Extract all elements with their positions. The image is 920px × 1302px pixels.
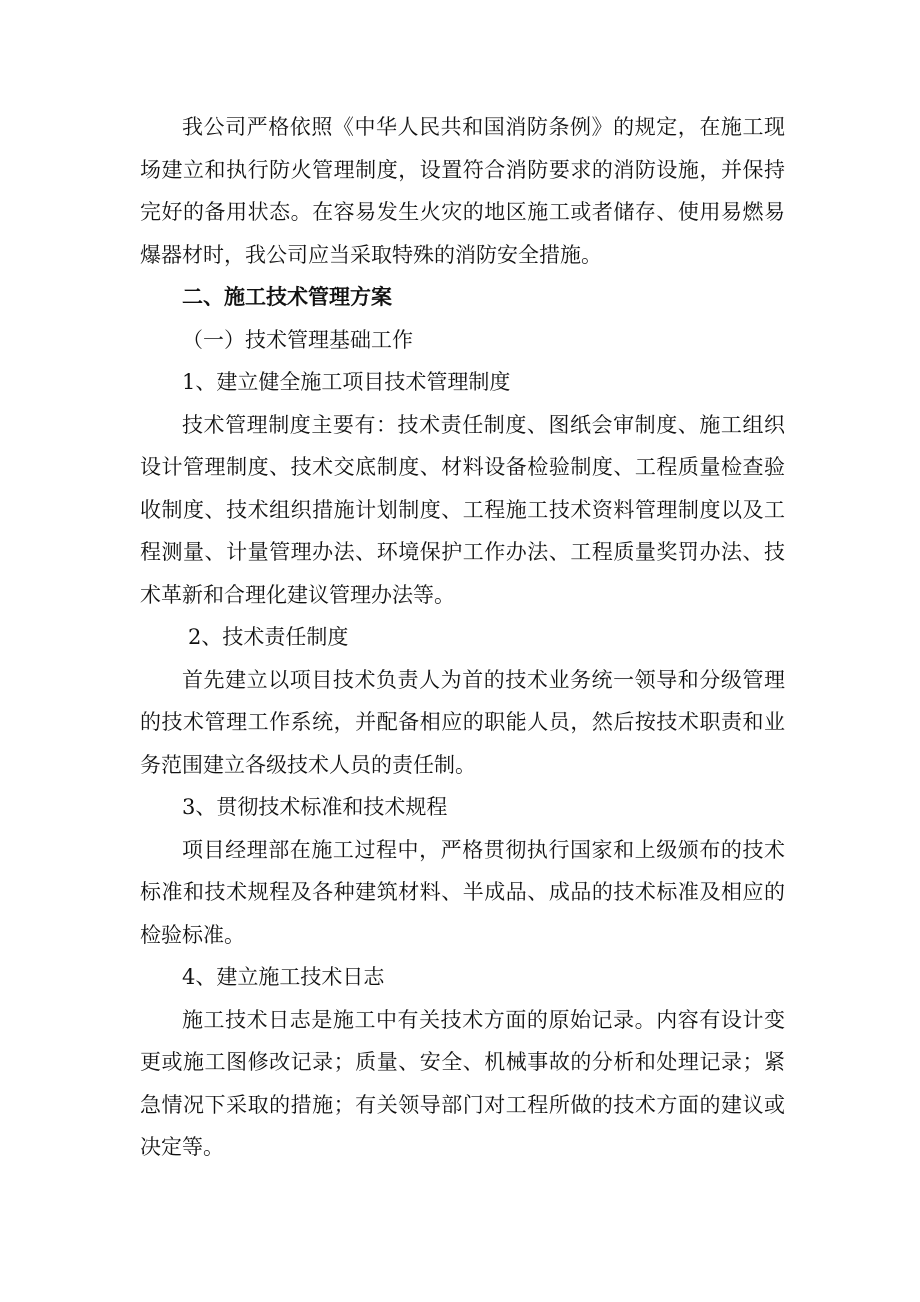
- item-heading-3: 3、贯彻技术标准和技术规程: [182, 795, 448, 819]
- paragraph-technical-log: 施工技术日志是施工中有关技术方面的原始记录。内容有设计变更或施工图修改记录；质量、安全、机械事故的分析和处理记录；紧急情况下采取的措施；有关领导部门对工程所做的技术方面的建议或决定等。: [140, 1007, 785, 1159]
- item-heading-1: 1、建立健全施工项目技术管理制度: [182, 370, 511, 394]
- document-body: [140, 106, 785, 1169]
- section-heading-technical-management: 二、施工技术管理方案: [182, 284, 392, 309]
- item-heading-2: 2、技术责任制度: [188, 625, 349, 649]
- paragraph-management-systems: 技术管理制度主要有：技术责任制度、图纸会审制度、施工组织设计管理制度、技术交底制度、材料设备检验制度、工程质量检查验收制度、技术组织措施计划制度、工程施工技术资料管理制度以及工程测量、计量管理办法、环境保护工作办法、工程质量奖罚办法、技术革新和合理化建议管理办法等。: [140, 412, 785, 607]
- paragraph-fire-safety: 我公司严格依照《中华人民共和国消防条例》的规定，在施工现场建立和执行防火管理制度，设置符合消防要求的消防设施，并保持完好的备用状态。在容易发生火灾的地区施工或者储存、使用易燃易爆器材时，我公司应当采取特殊的消防安全措施。: [140, 115, 785, 267]
- subsection-heading-basic-work: （一）技术管理基础工作: [182, 327, 413, 352]
- item-heading-4: 4、建立施工技术日志: [182, 965, 385, 989]
- paragraph-technical-standards: 项目经理部在施工过程中，严格贯彻执行国家和上级颁布的技术标准和技术规程及各种建筑材料、半成品、成品的技术标准及相应的检验标准。: [140, 837, 785, 947]
- paragraph-responsibility-system: 首先建立以项目技术负责人为首的技术业务统一领导和分级管理的技术管理工作系统，并配备相应的职能人员，然后按技术职责和业务范围建立各级技术人员的责任制。: [140, 667, 785, 777]
